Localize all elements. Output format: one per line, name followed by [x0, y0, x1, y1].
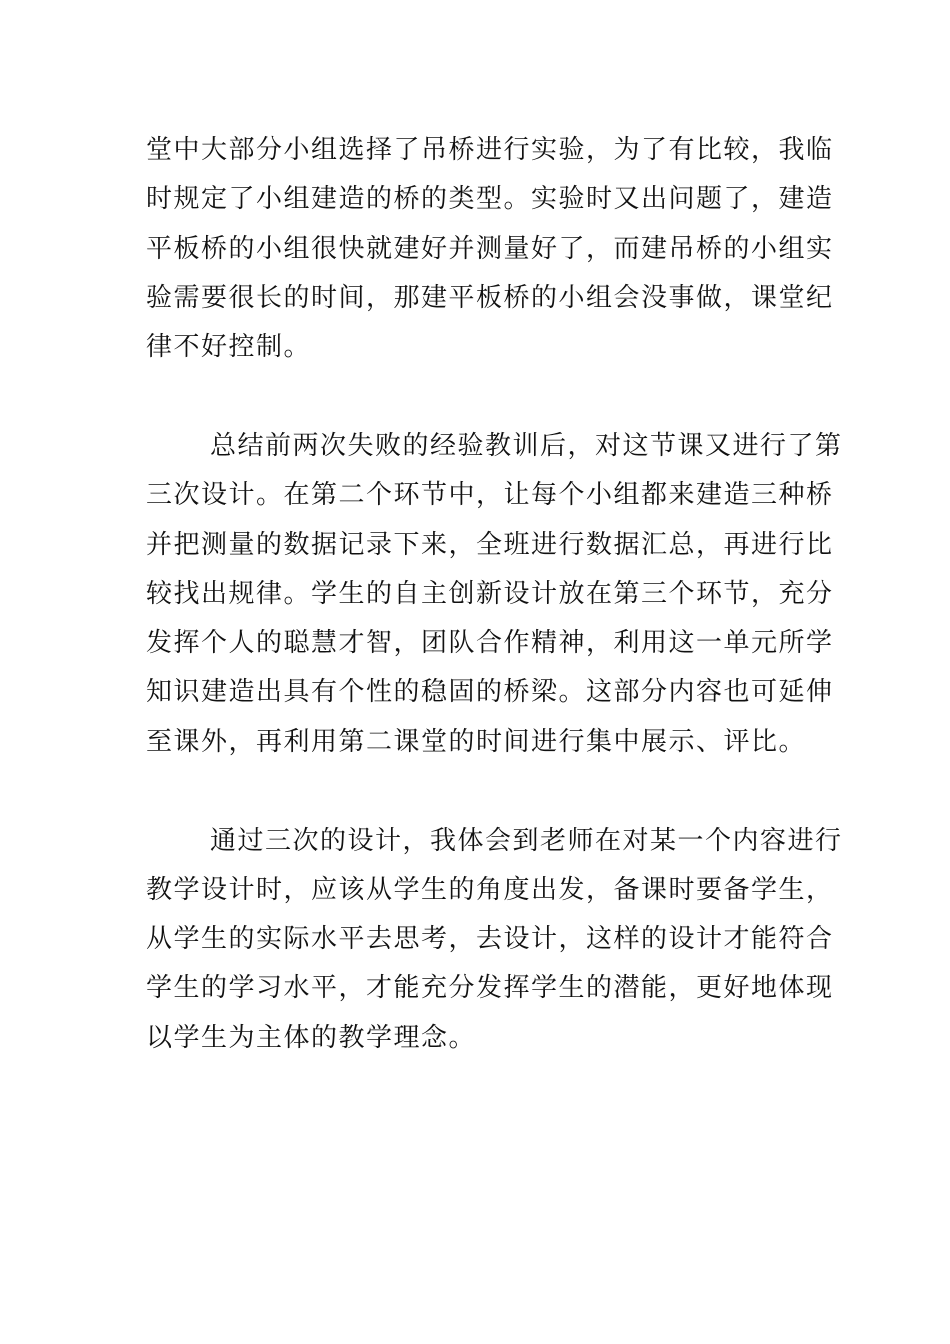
text-line: 从学生的实际水平去思考，去设计，这样的设计才能符合: [146, 924, 834, 955]
text-line: 验需要很长的时间，那建平板桥的小组会没事做，课堂纪: [146, 282, 834, 313]
text-line: 以学生为主体的教学理念。: [146, 1022, 477, 1053]
text-line-indented: 通过三次的设计，我体会到老师在对某一个内容进行: [210, 825, 843, 856]
text-line: 发挥个人的聪慧才智，团队合作精神，利用这一单元所学: [146, 628, 834, 659]
text-line: 堂中大部分小组选择了吊桥进行实验，为了有比较，我临: [146, 135, 834, 165]
text-line: 较找出规律。学生的自主创新设计放在第三个环节，充分: [146, 578, 834, 609]
document-body: [146, 126, 843, 1063]
text-line: 教学设计时，应该从学生的角度出发，备课时要备学生，: [146, 874, 834, 905]
text-line: 并把测量的数据记录下来，全班进行数据汇总，再进行比: [146, 529, 834, 560]
paragraph-2: [146, 422, 843, 767]
text-line: 知识建造出具有个性的稳固的桥梁。这部分内容也可延伸: [146, 677, 834, 708]
text-line: 三次设计。在第二个环节中，让每个小组都来建造三种桥: [146, 480, 834, 511]
paragraph-1: [146, 126, 834, 372]
text-line: 至课外，再利用第二课堂的时间进行集中展示、评比。: [146, 726, 807, 757]
text-line-indented: 总结前两次失败的经验教训后，对这节课又进行了第: [210, 430, 843, 461]
paragraph-3: [146, 817, 843, 1063]
paragraph-spacer: [146, 767, 806, 817]
text-line: 时规定了小组建造的桥的类型。实验时又出问题了，建造: [146, 184, 834, 215]
text-line: 学生的学习水平，才能充分发挥学生的潜能，更好地体现: [146, 973, 834, 1004]
text-line: 律不好控制。: [146, 332, 312, 363]
paragraph-spacer: [146, 372, 806, 422]
text-line: 平板桥的小组很快就建好并测量好了，而建吊桥的小组实: [146, 233, 834, 264]
